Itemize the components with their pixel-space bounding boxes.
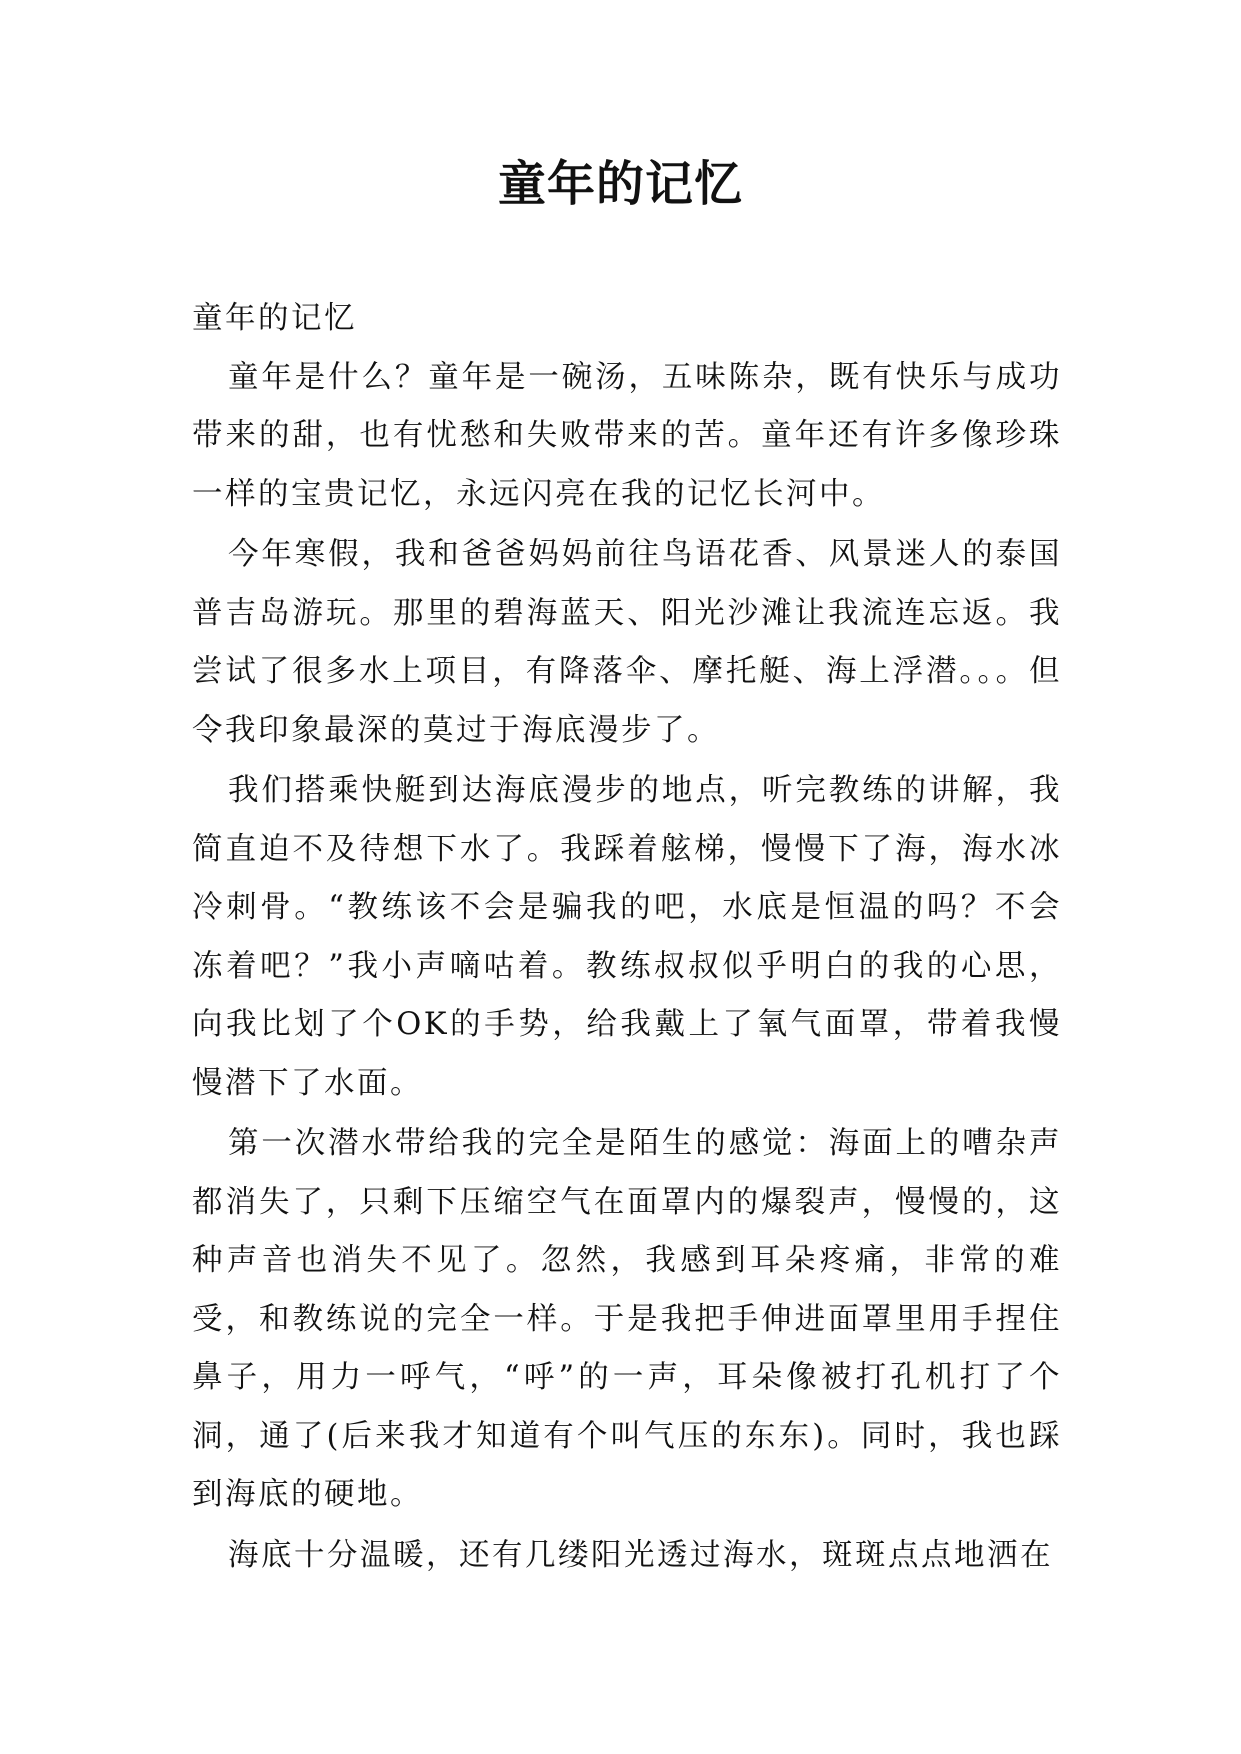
paragraph: 我们搭乘快艇到达海底漫步的地点，听完教练的讲解，我简直迫不及待想下水了。我踩着舷梯，慢慢下了海，海水冰冷刺骨。“教练该不会是骗我的吧，水底是恒温的吗？不会冻着吧？”我小声嘀咕着。教练叔叔似乎明白的我的心思，向我比划了个OK的手势，给我戴上了氧气面罩，带着我慢慢潜下了水面。 (192, 773, 1062, 1101)
document-subtitle: 童年的记忆 (192, 301, 357, 336)
document-body (192, 290, 1062, 1585)
paragraph: 童年是什么？童年是一碗汤，五味陈杂，既有快乐与成功带来的甜，也有忧愁和失败带来的苦。童年还有许多像珍珠一样的宝贵记忆，永远闪亮在我的记忆长河中。 (192, 359, 1062, 512)
paragraph: 今年寒假，我和爸爸妈妈前往鸟语花香、风景迷人的泰国普吉岛游玩。那里的碧海蓝天、阳光沙滩让我流连忘返。我尝试了很多水上项目，有降落伞、摩托艇、海上浮潜。。。但令我印象最深的莫过于海底漫步了。 (192, 537, 1062, 748)
paragraph: 第一次潜水带给我的完全是陌生的感觉：海面上的嘈杂声都消失了，只剩下压缩空气在面罩内的爆裂声，慢慢的，这种声音也消失不见了。忽然，我感到耳朵疼痛，非常的难受，和教练说的完全一样。于是我把手伸进面罩里用手捏住鼻子，用力一呼气，“呼”的一声，耳朵像被打孔机打了个洞，通了(后来我才知道有个叫气压的东东)。同时，我也踩到海底的硬地。 (192, 1126, 1062, 1512)
document-title: 童年的记忆 (497, 156, 743, 212)
paragraph: 海底十分温暖，还有几缕阳光透过海水，斑斑点点地洒在 (228, 1537, 1053, 1573)
